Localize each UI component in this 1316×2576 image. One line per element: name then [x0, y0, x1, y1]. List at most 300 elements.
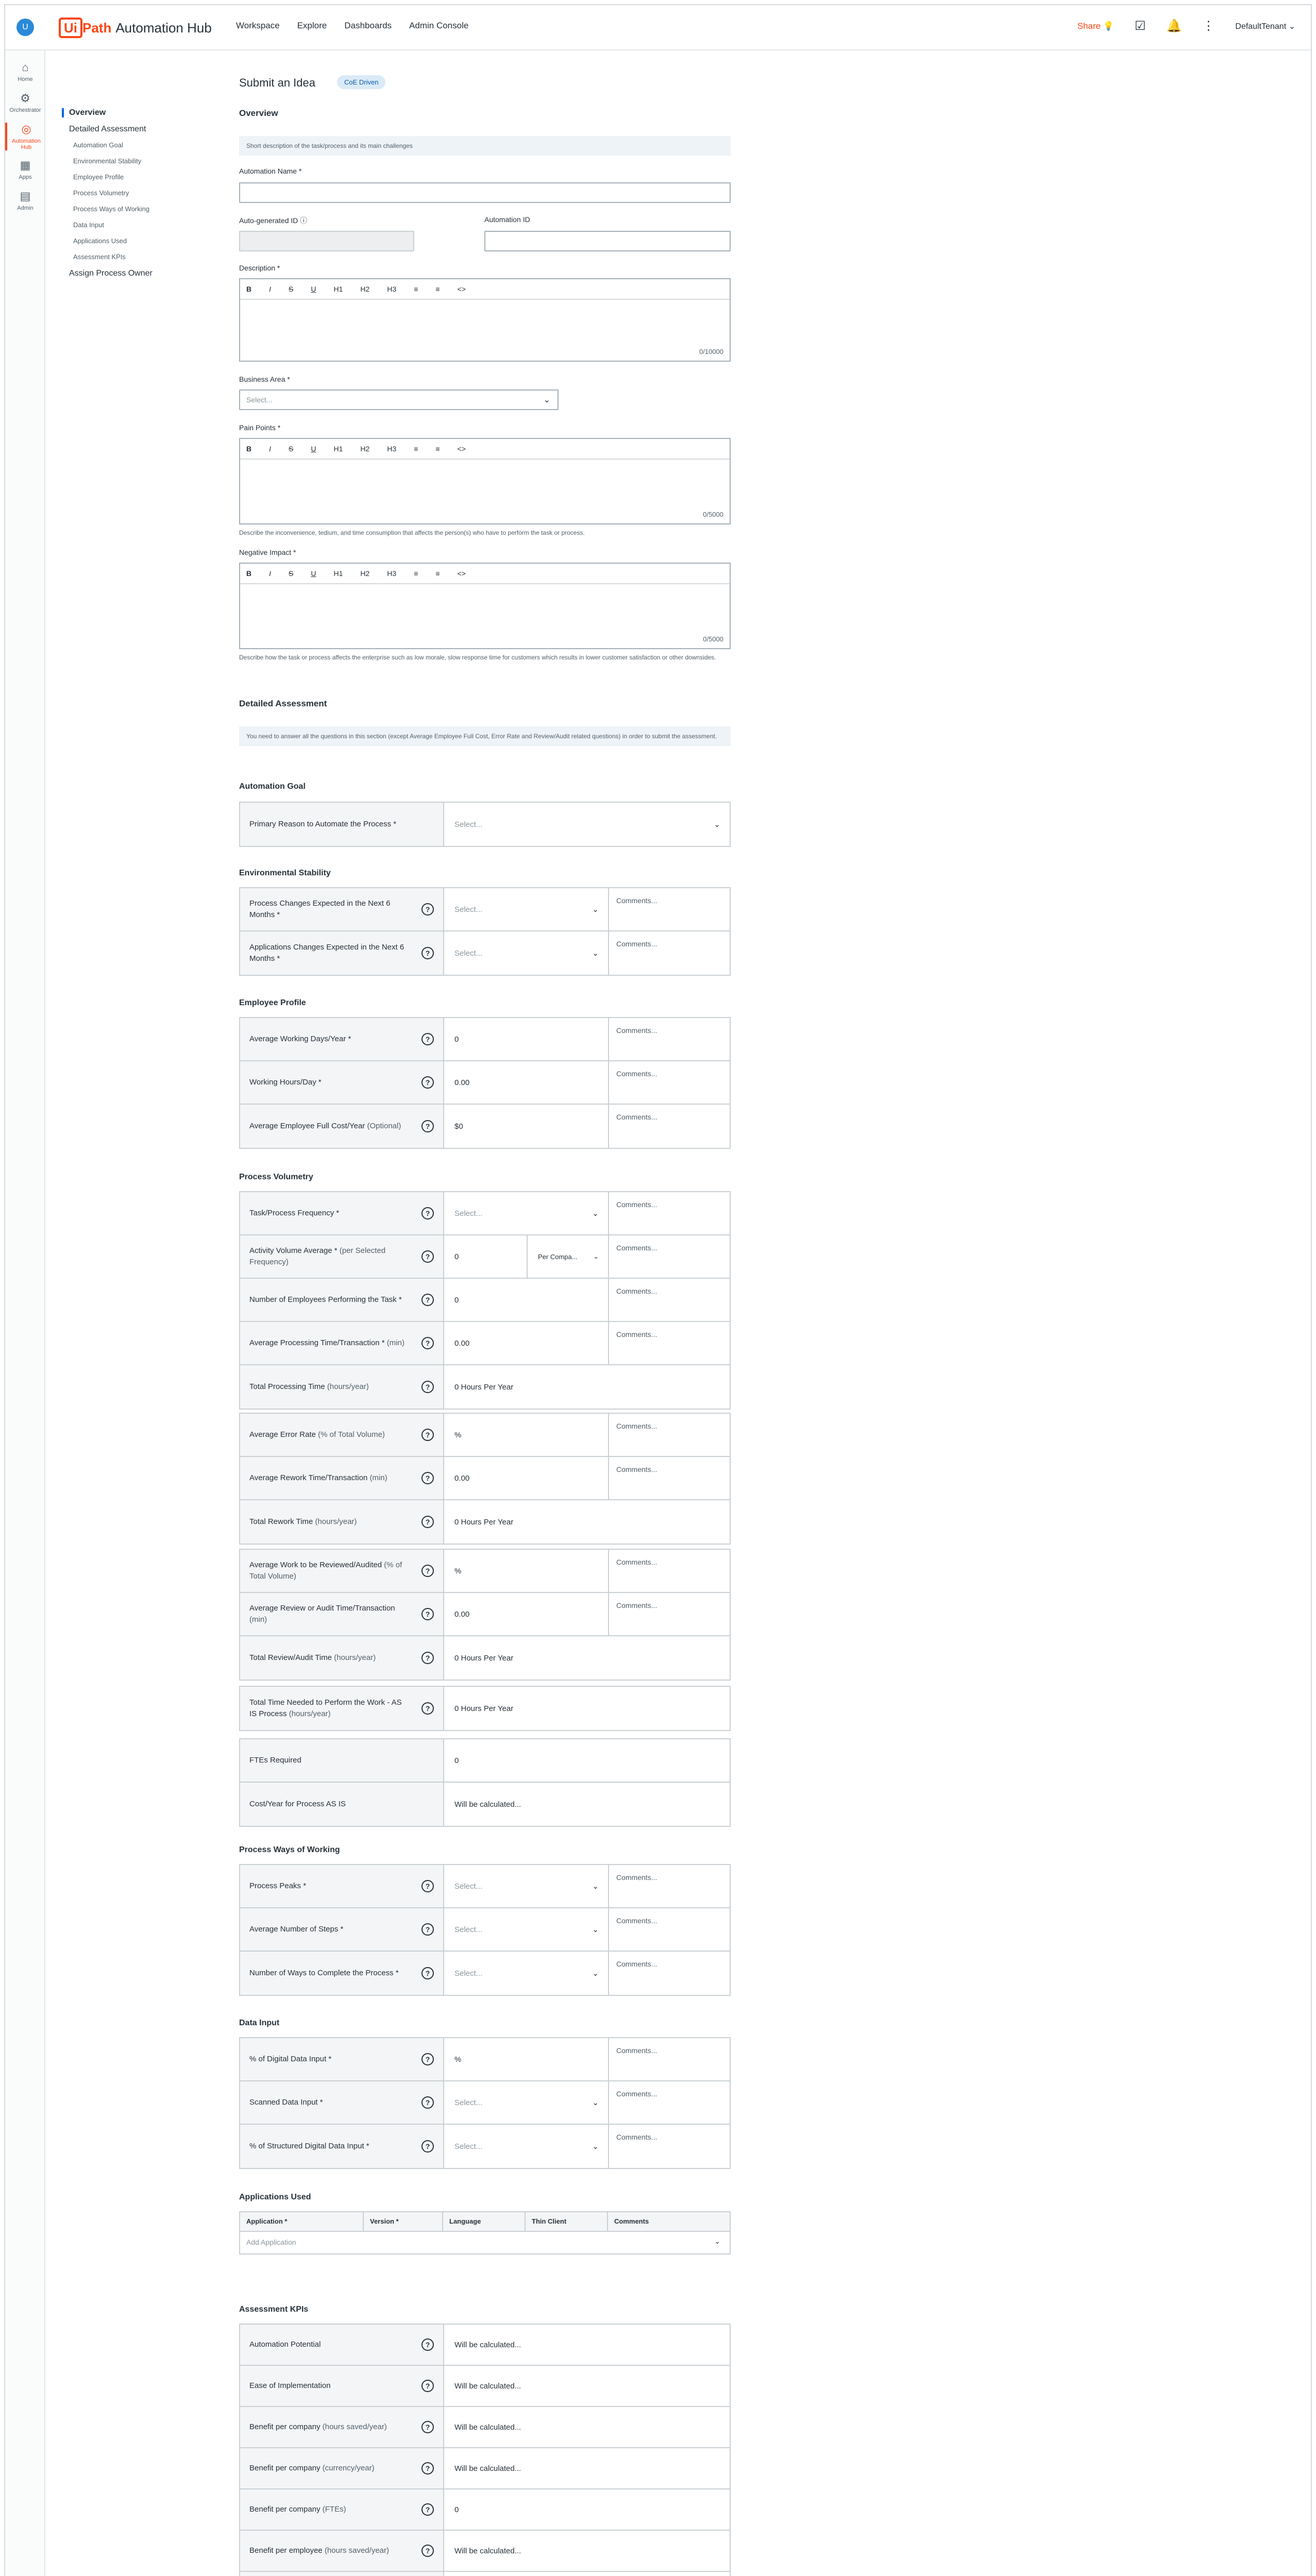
nav-orchestrator[interactable]: [5, 92, 45, 113]
ways-title: Process Ways of Working: [239, 1845, 340, 1854]
tenant-selector[interactable]: [1235, 21, 1295, 31]
ways-table: [239, 1864, 731, 1996]
err-input[interactable]: %: [445, 1414, 609, 1456]
top-header: [5, 5, 1311, 50]
col-comments: Comments: [614, 2217, 649, 2225]
row-label: [240, 1414, 444, 1456]
outline-env[interactable]: Environmental Stability: [73, 157, 142, 165]
data-row: [240, 2038, 730, 2081]
strike-icon[interactable]: S: [289, 285, 294, 293]
logo-ui: Ui: [59, 18, 82, 38]
activity-label-opt: (per Selected Frequency): [249, 1246, 386, 1266]
chevron-down-icon: ⌄: [592, 1209, 599, 1218]
chevron-down-icon: ⌄: [592, 2098, 599, 2107]
automation-id-label: Automation ID: [484, 215, 530, 224]
avgtime-input[interactable]: 0.00: [445, 1322, 609, 1364]
outline-goal[interactable]: Automation Goal: [73, 141, 123, 149]
activity-label: [249, 1245, 407, 1268]
structured-label: % of Structured Digital Data Input *: [249, 2142, 369, 2150]
emp-input-2[interactable]: $0: [445, 1105, 609, 1148]
chevron-down-icon: ⌄: [714, 2237, 720, 2245]
underline-icon[interactable]: U: [311, 285, 316, 293]
help-circle-icon[interactable]: ?: [421, 1967, 434, 1979]
rework-input[interactable]: 0.00: [445, 1457, 609, 1499]
detailed-info: You need to answer all the questions in this section (except Average Employee Full Cost, Error Rate and Review/Audit related questions) in order to submit the assessment.: [239, 726, 731, 746]
select-placeholder: Select...: [454, 1925, 483, 1934]
comments-field[interactable]: Comments...: [616, 1287, 657, 1295]
pain-count: 0/5000: [703, 511, 723, 518]
h2-icon[interactable]: H2: [360, 445, 370, 453]
emp-label-2-opt: (Optional): [367, 1122, 401, 1130]
help-circle-icon[interactable]: ?: [421, 1565, 434, 1577]
help-circle-icon[interactable]: ?: [421, 1076, 434, 1089]
activity-per-select[interactable]: [529, 1235, 609, 1278]
help-circle-icon[interactable]: ?: [421, 1294, 434, 1306]
business-area-label: Business Area *: [239, 375, 290, 383]
row-label: [240, 1192, 444, 1234]
chevron-down-icon: ⌄: [592, 905, 599, 914]
comments-field[interactable]: Comments...: [616, 1244, 657, 1252]
help-circle-icon[interactable]: ?: [421, 903, 434, 916]
neg-count: 0/5000: [703, 635, 723, 643]
bold-icon[interactable]: B: [246, 569, 252, 578]
ways-row: [240, 1952, 730, 1995]
comments-field[interactable]: Comments...: [616, 1330, 657, 1338]
pain-help: Describe the inconvenience, tedium, and time consumption that affects the person(s) who have to perform the task or process.: [239, 529, 585, 536]
row-label: [240, 1593, 444, 1635]
apps-table: [239, 2211, 731, 2255]
kpi-label-opt: (currency/year): [322, 2464, 375, 2472]
emp-row: [240, 1018, 730, 1061]
outline-apps[interactable]: Applications Used: [73, 237, 127, 245]
env-row: [240, 888, 730, 931]
numbered-list-icon[interactable]: ≡: [435, 445, 440, 453]
goal-label: Primary Reason to Automate the Process *: [249, 820, 397, 828]
help-circle-icon[interactable]: ?: [421, 2503, 434, 2516]
scanned-select[interactable]: [445, 2081, 609, 2124]
help-circle-icon[interactable]: ?: [421, 1381, 434, 1393]
outline-vol[interactable]: Process Volumetry: [73, 189, 129, 197]
italic-icon[interactable]: I: [269, 445, 272, 453]
nav-home-label: Home: [18, 76, 33, 82]
row-label: [240, 1322, 444, 1364]
chevron-down-icon: ⌄: [592, 1882, 599, 1891]
nav-explore[interactable]: Explore: [297, 21, 327, 30]
select-placeholder: Select...: [454, 2098, 483, 2107]
left-nav: [5, 50, 45, 2576]
row-label: [240, 1952, 444, 1995]
outline-overview[interactable]: Overview: [62, 108, 196, 117]
kpi-value: Will be calculated...: [454, 2546, 521, 2555]
page-title: Submit an Idea: [239, 76, 315, 89]
code-icon[interactable]: <>: [457, 285, 466, 293]
help-circle-icon[interactable]: ?: [421, 2462, 434, 2475]
automation-id-input[interactable]: [484, 231, 731, 251]
share-label: Share: [1077, 21, 1101, 31]
env-row: [240, 931, 730, 975]
chevron-down-icon: ⌄: [592, 1969, 599, 1978]
nav-dashboards[interactable]: Dashboards: [344, 21, 392, 30]
row-label: [240, 1235, 444, 1278]
app-name: Automation Hub: [115, 20, 212, 36]
help-circle-icon[interactable]: ?: [421, 2140, 434, 2153]
ways-row: [240, 1908, 730, 1952]
comments-field[interactable]: Comments...: [616, 2046, 657, 2055]
row-label: [240, 888, 444, 930]
vol-row: [240, 1414, 730, 1457]
admin-icon: ▤: [20, 190, 31, 202]
kpi-row: [240, 2448, 730, 2489]
asis-label-opt: (hours/year): [289, 1709, 331, 1718]
review-time-input[interactable]: 0.00: [445, 1593, 609, 1635]
asis-label-text: Total Time Needed to Perform the Work - AS IS Process: [249, 1698, 402, 1718]
strike-icon[interactable]: S: [289, 569, 294, 578]
asis-value: 0 Hours Per Year: [454, 1704, 514, 1713]
more-icon[interactable]: ⋮: [1202, 19, 1215, 33]
review-total-text: Total Review/Audit Time: [249, 1653, 332, 1662]
row-label: [240, 2038, 444, 2080]
col-thin-client: Thin Client: [526, 2212, 608, 2231]
comments-field[interactable]: Comments...: [616, 1200, 657, 1209]
comments-field[interactable]: Comments...: [616, 1026, 657, 1035]
emp-row: [240, 1061, 730, 1105]
outline-ways[interactable]: Process Ways of Working: [73, 205, 150, 213]
total-label-opt: (hours/year): [327, 1382, 369, 1391]
comments-field[interactable]: Comments...: [616, 2090, 657, 2098]
env-select-1[interactable]: [445, 931, 609, 975]
add-application-select[interactable]: [240, 2232, 730, 2253]
help-circle-icon[interactable]: ?: [421, 1880, 434, 1892]
h1-icon[interactable]: H1: [333, 285, 343, 293]
help-circle-icon[interactable]: ?: [421, 2380, 434, 2392]
description-editor[interactable]: [239, 278, 731, 362]
row-label: [240, 1636, 444, 1680]
pain-points-editor[interactable]: [239, 438, 731, 524]
env-table: [239, 887, 731, 976]
vol-row: [240, 1636, 730, 1680]
data-table: [239, 2037, 731, 2169]
row-label: [240, 2325, 444, 2365]
emp-input-0[interactable]: 0: [445, 1018, 609, 1060]
outline-kpis[interactable]: Assessment KPIs: [73, 253, 126, 261]
ways-select-1[interactable]: [445, 1908, 609, 1951]
nav-home[interactable]: [5, 61, 45, 82]
h2-icon[interactable]: H2: [360, 285, 370, 293]
emp-label-1: Working Hours/Day *: [249, 1078, 322, 1087]
structured-select[interactable]: [445, 2125, 609, 2168]
err-label: [249, 1429, 385, 1440]
review-time-text: Average Review or Audit Time/Transaction: [249, 1604, 395, 1613]
digital-label: % of Digital Data Input *: [249, 2055, 332, 2063]
env-select-0[interactable]: [445, 888, 609, 930]
help-circle-icon[interactable]: ?: [421, 1033, 434, 1045]
vol-row: [240, 1192, 730, 1235]
automation-name-label: Automation Name *: [239, 167, 302, 175]
help-circle-icon[interactable]: ?: [421, 2421, 434, 2433]
select-placeholder: Select...: [454, 1882, 483, 1891]
kpi-label-text: Benefit per employee: [249, 2546, 323, 2555]
outline-data[interactable]: Data Input: [73, 221, 104, 229]
emp-table: [239, 1017, 731, 1149]
bold-icon[interactable]: B: [246, 285, 252, 293]
comments-field[interactable]: Comments...: [616, 1113, 657, 1121]
chevron-down-icon: ⌄: [714, 820, 720, 829]
vol-row: [240, 1783, 730, 1826]
ways-label-2: Number of Ways to Complete the Process *: [249, 1969, 399, 1977]
kpi-value: Will be calculated...: [454, 2422, 521, 2432]
detailed-title: Detailed Assessment: [239, 699, 327, 708]
review-total-value: 0 Hours Per Year: [454, 1653, 514, 1663]
env-label-0: Process Changes Expected in the Next 6 Months *: [249, 899, 391, 919]
row-label: [240, 2366, 444, 2406]
apps-header: [240, 2212, 730, 2232]
bullet-list-icon[interactable]: ≡: [414, 285, 418, 293]
header-actions: [1077, 19, 1295, 33]
review-label: [249, 1560, 407, 1582]
help-circle-icon[interactable]: ?: [421, 1120, 434, 1132]
kpi-title: Assessment KPIs: [239, 2305, 309, 2314]
neg-toolbar: [240, 564, 730, 584]
outline-detailed[interactable]: Detailed Assessment: [69, 125, 146, 133]
strike-icon[interactable]: S: [289, 445, 294, 453]
goal-title: Automation Goal: [239, 782, 306, 791]
autoid-input: [239, 231, 414, 251]
ways-select-0[interactable]: [445, 1865, 609, 1907]
help-circle-icon[interactable]: ?: [421, 1429, 434, 1441]
emp-label-2-text: Average Employee Full Cost/Year: [249, 1122, 365, 1130]
select-placeholder: Select...: [454, 1209, 483, 1218]
select-placeholder: Select...: [454, 1969, 483, 1978]
kpi-row: [240, 2489, 730, 2531]
rework-label-text: Average Rework Time/Transaction: [249, 1473, 368, 1482]
kpi-label: [249, 2421, 387, 2433]
rework-total-text: Total Rework Time: [249, 1517, 313, 1526]
chevron-down-icon: ⌄: [593, 1252, 599, 1260]
cost-value: Will be calculated...: [454, 1800, 521, 1809]
vol-table-5: [239, 1738, 731, 1827]
description-label: Description *: [239, 264, 280, 272]
row-label: [240, 2407, 444, 2447]
h2-icon[interactable]: H2: [360, 569, 370, 578]
numbered-list-icon[interactable]: ≡: [435, 569, 440, 578]
asis-label: [249, 1697, 407, 1720]
comments-field[interactable]: Comments...: [616, 1873, 657, 1882]
comments-field[interactable]: Comments...: [616, 896, 657, 905]
row-label: [240, 2572, 444, 2576]
scanned-label: Scanned Data Input *: [249, 2098, 323, 2107]
comments-field[interactable]: Comments...: [616, 1917, 657, 1925]
bold-icon[interactable]: B: [246, 445, 252, 453]
review-total-opt: (hours/year): [334, 1653, 376, 1662]
help-circle-icon[interactable]: ?: [421, 1472, 434, 1484]
kpi-label-opt: (hours saved/year): [322, 2422, 387, 2431]
business-area-placeholder: Select...: [246, 396, 273, 404]
help-circle-icon[interactable]: ?: [421, 2545, 434, 2557]
app-window: [4, 4, 1312, 2576]
ways-label-0: Process Peaks *: [249, 1882, 307, 1890]
row-label: [240, 2531, 444, 2571]
help-circle-icon[interactable]: ?: [421, 1702, 434, 1715]
help-circle-icon[interactable]: ?: [421, 1652, 434, 1664]
freq-select[interactable]: [445, 1192, 609, 1234]
vol-title: Process Volumetry: [239, 1173, 313, 1181]
emp-input-1[interactable]: 0.00: [445, 1061, 609, 1104]
vol-row: [240, 1500, 730, 1544]
ways-select-2[interactable]: [445, 1952, 609, 1995]
underline-icon[interactable]: U: [311, 445, 316, 453]
help-circle-icon[interactable]: ?: [421, 947, 434, 959]
autoid-label-text: Auto-generated ID: [239, 216, 298, 225]
select-placeholder: Select...: [454, 2142, 483, 2151]
comments-field[interactable]: Comments...: [616, 940, 657, 948]
bullet-list-icon[interactable]: ≡: [414, 569, 418, 578]
nav-automation-hub[interactable]: [5, 123, 45, 150]
business-area-select[interactable]: [239, 389, 559, 410]
tasks-icon[interactable]: ☑: [1135, 19, 1146, 33]
vol-row: [240, 1279, 730, 1322]
row-label: [240, 1457, 444, 1499]
bulb-icon: 💡: [1103, 21, 1114, 31]
row-label: [240, 2448, 444, 2488]
row-label: [240, 1550, 444, 1592]
help-circle-icon[interactable]: ?: [421, 2053, 434, 2065]
outline-emp[interactable]: Employee Profile: [73, 173, 124, 181]
vol-row: [240, 1365, 730, 1409]
select-placeholder: Select...: [454, 820, 483, 829]
emp-title: Employee Profile: [239, 998, 306, 1007]
chevron-down-icon: ⌄: [1288, 22, 1295, 31]
comments-field[interactable]: Comments...: [616, 1960, 657, 1968]
nav-orchestrator-label: Orchestrator: [9, 107, 41, 113]
overview-title: Overview: [239, 108, 278, 118]
avgtime-label-text: Average Processing Time/Transaction *: [249, 1338, 385, 1347]
outline-owner[interactable]: Assign Process Owner: [69, 269, 153, 278]
overview-info: Short description of the task/process and its main challenges: [239, 136, 731, 156]
h3-icon[interactable]: H3: [387, 569, 397, 578]
employees-input[interactable]: 0: [445, 1279, 609, 1321]
env-label-1: Applications Changes Expected in the Next 6 Months *: [249, 943, 404, 963]
italic-icon[interactable]: I: [269, 285, 272, 293]
code-icon[interactable]: <>: [457, 569, 466, 578]
review-time-label: [249, 1603, 407, 1625]
vol-row: [240, 1550, 730, 1593]
kpi-label: [249, 2504, 346, 2515]
bell-icon[interactable]: 🔔: [1166, 19, 1182, 33]
activity-label-text: Activity Volume Average *: [249, 1246, 338, 1255]
comments-field[interactable]: Comments...: [616, 1465, 657, 1473]
activity-input[interactable]: 0: [445, 1235, 528, 1278]
col-application: Application *: [240, 2212, 364, 2231]
total-label-text: Total Processing Time: [249, 1382, 325, 1391]
coe-badge: CoE Driven: [337, 75, 385, 89]
kpi-label: [249, 2339, 320, 2350]
rework-total-opt: (hours/year): [315, 1517, 357, 1526]
rework-total-label: [249, 1516, 357, 1528]
bullet-list-icon[interactable]: ≡: [414, 445, 418, 453]
ways-row: [240, 1865, 730, 1908]
help-circle-icon[interactable]: ?: [421, 2338, 434, 2351]
h3-icon[interactable]: H3: [387, 285, 397, 293]
top-nav: [236, 21, 468, 31]
help-circle-icon[interactable]: ?: [421, 1608, 434, 1620]
uipath-logo[interactable]: [59, 16, 212, 39]
automation-hub-icon: ◎: [21, 123, 31, 135]
select-placeholder: Select...: [454, 948, 483, 958]
section-outline: [62, 108, 196, 285]
h1-icon[interactable]: H1: [333, 569, 343, 578]
nav-admin[interactable]: [5, 190, 45, 211]
description-toolbar: [240, 279, 730, 300]
chevron-down-icon: ⌄: [592, 949, 599, 958]
comments-field[interactable]: Comments...: [616, 1558, 657, 1566]
env-title: Environmental Stability: [239, 869, 331, 877]
comments-field[interactable]: Comments...: [616, 1422, 657, 1430]
rework-label: [249, 1472, 387, 1484]
automation-name-input[interactable]: [239, 182, 731, 203]
kpi-value: [445, 2572, 730, 2576]
help-circle-icon[interactable]: ?: [421, 1207, 434, 1219]
underline-icon[interactable]: U: [311, 569, 316, 578]
help-circle-icon[interactable]: ?: [421, 1250, 434, 1263]
digital-input[interactable]: %: [445, 2038, 609, 2080]
help-circle-icon[interactable]: ?: [421, 1516, 434, 1528]
pain-points-label: Pain Points *: [239, 423, 281, 432]
row-label: [240, 1061, 444, 1104]
row-label: [240, 2125, 444, 2168]
avgtime-label: [249, 1337, 404, 1349]
help-circle-icon[interactable]: ?: [421, 2096, 434, 2109]
kpi-label-text: Benefit per company: [249, 2505, 320, 2514]
goal-select[interactable]: [445, 803, 730, 846]
kpi-label-opt: (FTEs): [322, 2505, 346, 2514]
kpi-label: [249, 2380, 331, 2392]
home-icon: ⌂: [22, 61, 29, 74]
fte-label: FTEs Required: [249, 1756, 301, 1765]
comments-field[interactable]: Comments...: [616, 2133, 657, 2141]
code-icon[interactable]: <>: [457, 445, 466, 453]
h3-icon[interactable]: H3: [387, 445, 397, 453]
col-version: Version *: [364, 2212, 443, 2231]
row-label: [240, 2081, 444, 2124]
ways-label-1: Average Number of Steps *: [249, 1925, 344, 1934]
total-label: [249, 1381, 369, 1393]
kpi-label-text: Benefit per company: [249, 2422, 320, 2431]
comments-field[interactable]: Comments...: [616, 1070, 657, 1078]
italic-icon[interactable]: I: [269, 569, 272, 578]
review-input[interactable]: %: [445, 1550, 609, 1592]
share-button[interactable]: [1077, 21, 1114, 31]
review-total-label: [249, 1652, 376, 1664]
h1-icon[interactable]: H1: [333, 445, 343, 453]
cost-label: Cost/Year for Process AS IS: [249, 1800, 346, 1808]
employees-label: Number of Employees Performing the Task *: [249, 1295, 402, 1304]
kpi-value: Will be calculated...: [454, 2381, 521, 2391]
nav-workspace[interactable]: Workspace: [236, 21, 280, 30]
nav-admin-console[interactable]: Admin Console: [409, 21, 469, 30]
app-switcher-icon[interactable]: U: [16, 19, 34, 36]
rework-total-value: 0 Hours Per Year: [454, 1517, 514, 1527]
logo-path: Path: [82, 20, 112, 36]
nav-apps[interactable]: [5, 159, 45, 180]
vol-row: [240, 1593, 730, 1636]
comments-field[interactable]: Comments...: [616, 1601, 657, 1609]
vol-row: [240, 1687, 730, 1730]
help-circle-icon[interactable]: ?: [421, 1923, 434, 1936]
negative-impact-editor[interactable]: [239, 563, 731, 649]
numbered-list-icon[interactable]: ≡: [435, 285, 440, 293]
help-circle-icon[interactable]: ?: [421, 1337, 434, 1349]
total-value: 0 Hours Per Year: [454, 1382, 514, 1392]
